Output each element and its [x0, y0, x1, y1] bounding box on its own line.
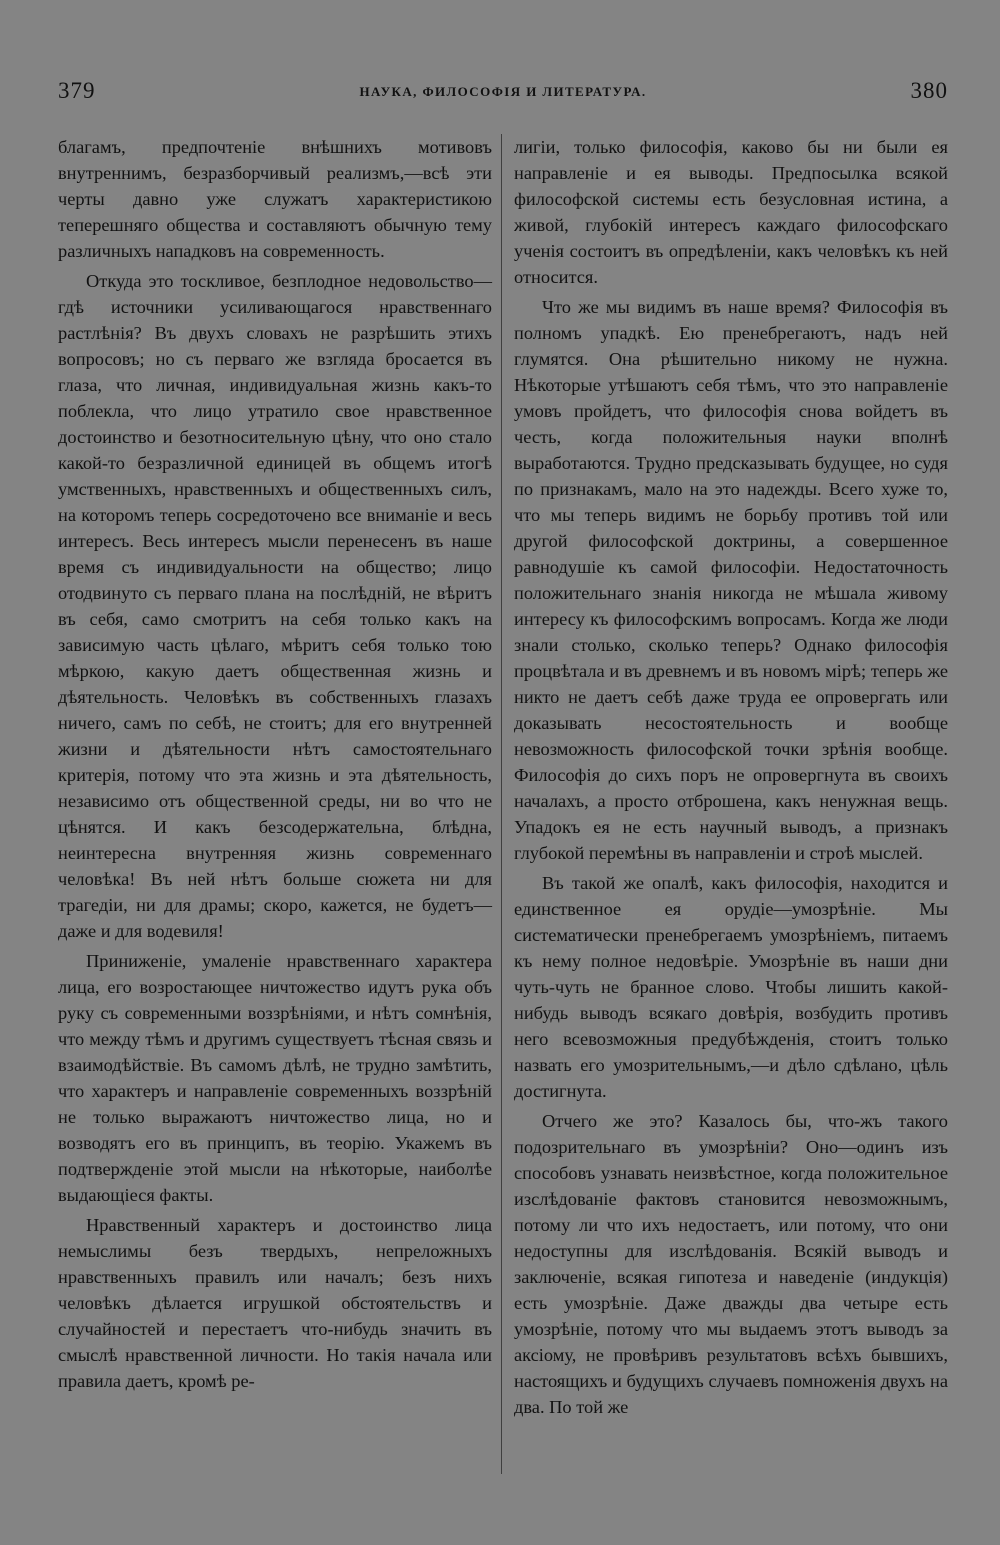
paragraph: Въ такой же опалѣ, какъ философія, находится и единственное ея орудіе—умозрѣніе. Мы систематически пренебрегаемъ умозрѣніемъ, питаемъ къ нему полное недовѣріе. Умозрѣніе въ наши дни чуть-чуть не бранное слово. Чтобы лишить какой-нибудь выводъ всякаго довѣрія, возбудить противъ него всевозможныя предубѣжденія, стоитъ только назвать его умозрительнымъ,—и дѣло сдѣлано, цѣль достигнута.	[514, 873, 948, 1101]
paragraph: Приниженіе, умаленіе нравственнаго характера лица, его возростающее ничтожество идутъ рука объ руку съ современными воззрѣніями, и нѣтъ сомнѣнія, что между тѣмъ и другимъ существуетъ тѣсная связь и взаимодѣйствіе. Въ самомъ дѣлѣ, не трудно замѣтить, что характеръ и направленіе современныхъ воззрѣній не только выражаютъ ничтожество лица, но и возводятъ его въ принципъ, въ теорію. Укажемъ въ подтвержденіе этой мысли на нѣкоторые, наиболѣе выдающіеся факты.	[58, 951, 492, 1205]
paragraph: Нравственный характеръ и достоинство лица немыслимы безъ твердыхъ, непреложныхъ нравственныхъ правилъ или началъ; безъ нихъ человѣкъ дѣлается игрушкой обстоятельствъ и случайностей и перестаетъ что-нибудь значить въ смыслѣ нравственной личности. Но такія начала или правила даетъ, кромѣ ре-	[58, 1215, 492, 1391]
paragraph: Что же мы видимъ въ наше время? Философія въ полномъ упадкѣ. Ею пренебрегаютъ, надъ ней глумятся. Она рѣшительно никому не нужна. Нѣкоторые утѣшаютъ себя тѣмъ, что это направленіе умовъ пройдетъ, что философія снова войдетъ въ честь, когда положительныя науки вполнѣ выработаются. Трудно предсказывать будущее, но судя по признакамъ, мало на это надежды. Всего хуже то, что мы теперь видимъ не борьбу противъ той или другой философской доктрины, а совершенное равнодушіе къ самой философіи. Недостаточность положительнаго знанія никогда не мѣшала живому интересу къ философскимъ вопросамъ. Когда же люди знали столько, сколько теперь? Однако философія процвѣтала и въ древнемъ и въ новомъ мірѣ; теперь же никто не даетъ себѣ даже труда ее опровергать или доказывать несостоятельность и вообще невозможность философской точки зрѣнія вообще. Философія до сихъ поръ не опровергнута въ своихъ началахъ, а просто отброшена, какъ ненужная вещь. Упадокъ ея не есть научный выводъ, а признакъ глубокой перемѣны въ направленіи и строѣ мыслей.	[514, 297, 948, 863]
paragraph: лигіи, только философія, каково бы ни были ея направленіе и ея выводы. Предпосылка всякой философской системы есть безусловная истина, а живой, глубокій интересъ каждаго философскаго ученія состоитъ въ опредѣленіи, какъ человѣкъ къ ней относится.	[514, 137, 948, 287]
left-column	[58, 134, 492, 1398]
column-divider	[501, 134, 502, 1474]
left-page-number: 379	[58, 78, 96, 103]
page-header	[58, 78, 948, 118]
right-column	[514, 134, 948, 1424]
paragraph: Отчего же это? Казалось бы, что-жъ такого подозрительнаго въ умозрѣніи? Оно—одинъ изъ способовъ узнавать неизвѣстное, когда положительное изслѣдованіе фактовъ становится невозможнымъ, потому ли что ихъ недостаетъ, или потому, что они недоступны для изслѣдованія. Всякій выводъ и заключеніе, всякая гипотеза и наведеніе (индукція) есть умозрѣніе. Даже дважды два четыре есть умозрѣніе, потому что мы выдаемъ этотъ выводъ за аксіому, не провѣривъ результатовъ всѣхъ бывшихъ, настоящихъ и будущихъ случаевъ помноженія двухъ на два. По той же	[514, 1111, 948, 1417]
running-title: НАУКА, ФИЛОСОФІЯ И ЛИТЕРАТУРА.	[359, 84, 647, 99]
paragraph: благамъ, предпочтеніе внѣшнихъ мотивовъ внутреннимъ, безразборчивый реализмъ,—всѣ эти черты давно уже служатъ характеристикою теперешняго общества и составляютъ обычную тему различныхъ нападковъ на современность.	[58, 137, 492, 261]
right-page-number: 380	[910, 78, 948, 103]
paragraph: Откуда это тоскливое, безплодное недовольство—гдѣ источники усиливающагося нравственнаго растлѣнія? Въ двухъ словахъ не разрѣшить этихъ вопросовъ; но съ перваго же взгляда бросается въ глаза, что личная, индивидуальная жизнь какъ-то поблекла, что лицо утратило свое нравственное достоинство и безотносительную цѣну, что оно стало какой-то безразличной единицей въ общемъ итогѣ умственныхъ, нравственныхъ и общественныхъ силъ, на которомъ теперь сосредоточено все вниманіе и весь интересъ. Весь интересъ мысли перенесенъ въ наше время съ индивидуальности на общество; лицо отодвинуто съ перваго плана на послѣдній, не вѣритъ въ себя, само смотритъ на себя только какъ на зависимую часть цѣлаго, мѣритъ себя только тою мѣркою, какую даетъ общественная жизнь и дѣятельность. Человѣкъ въ собственныхъ глазахъ ничего, самъ по себѣ, не стоитъ; для его внутренней жизни и дѣятельности нѣтъ самостоятельнаго критерія, потому что эта жизнь и эта дѣятельность, независимо отъ общественной среды, ни во что не цѣнятся. И какъ безсодержательна, блѣдна, неинтересна внутренняя жизнь современнаго человѣка! Въ ней нѣтъ больше сюжета ни для трагедіи, ни для драмы; скоро, кажется, не будетъ—даже и для водевиля!	[58, 271, 492, 941]
